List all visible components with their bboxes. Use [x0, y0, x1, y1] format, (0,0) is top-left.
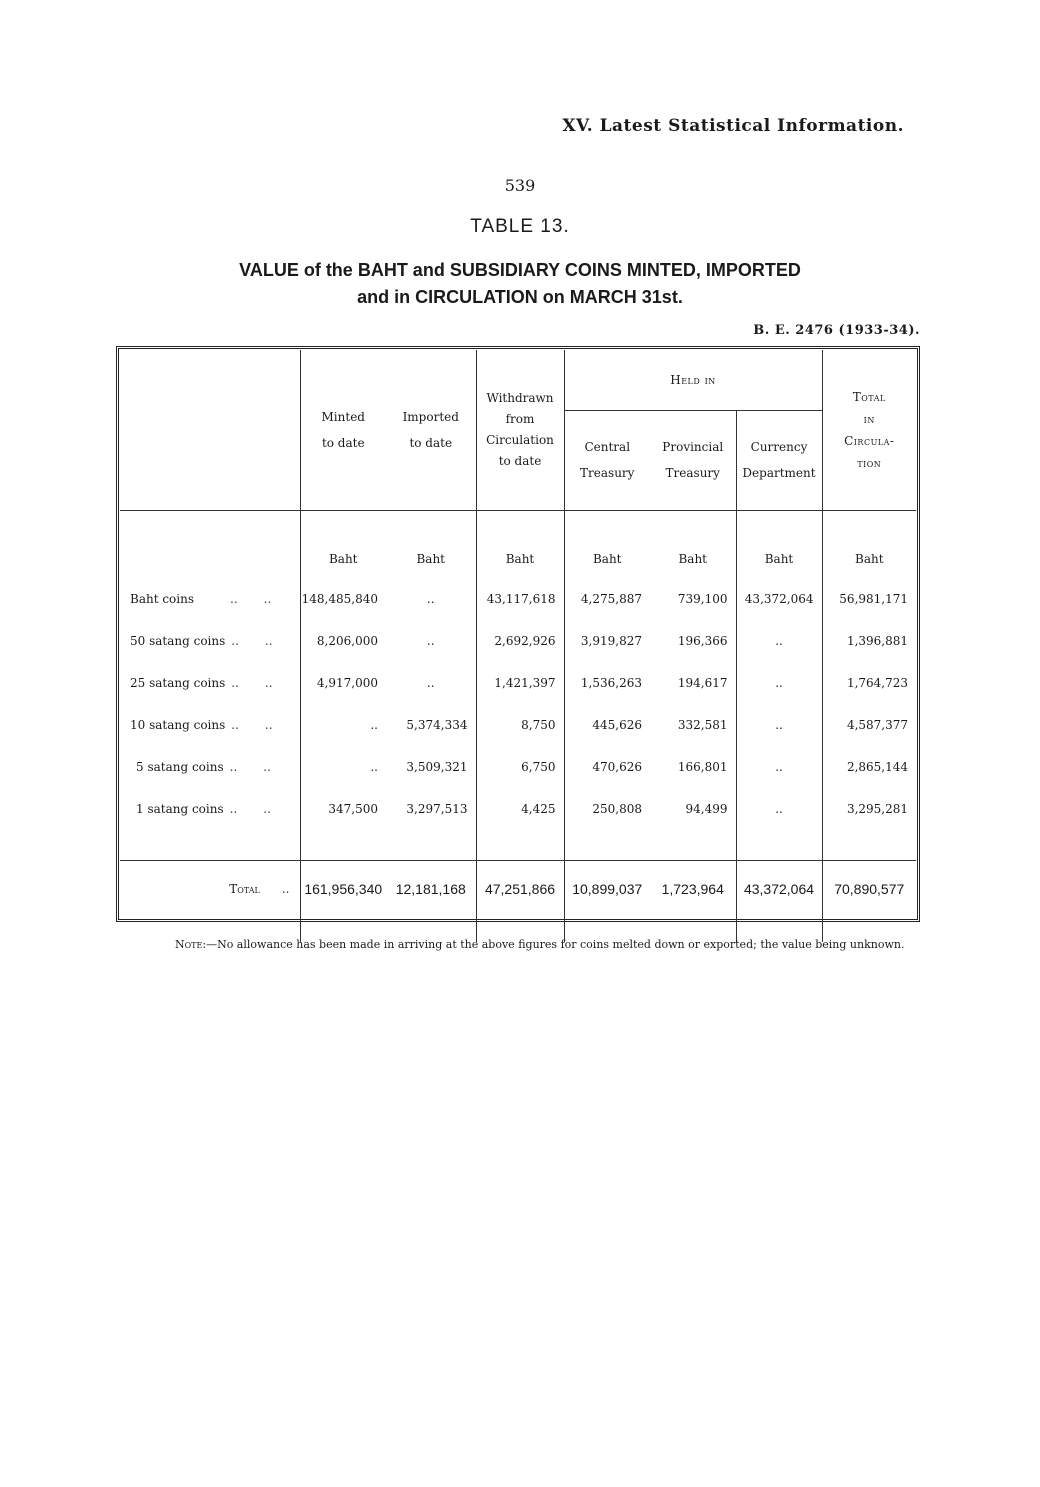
header-withdrawn — [476, 350, 564, 510]
note-label: Note — [175, 938, 203, 951]
cell-withdrawn: 4,425 — [476, 788, 564, 830]
leader-dots: .. — [263, 802, 271, 816]
total-row — [120, 860, 916, 918]
header-total-line-4: tion — [857, 455, 882, 470]
table-row — [120, 620, 916, 662]
cell-total: 2,865,144 — [822, 746, 916, 788]
leader-dots: .. — [263, 592, 272, 606]
row-label — [120, 704, 300, 746]
cell-imported: 5,374,334 — [406, 718, 468, 732]
header-total-line-3: Circula- — [844, 433, 895, 448]
cell-central: 3,919,827 — [564, 620, 650, 662]
header-currency-line-1: Currency — [750, 440, 808, 454]
cell-total: 1,764,723 — [822, 662, 916, 704]
cell-total: 3,295,281 — [822, 788, 916, 830]
cell-currency: .. — [736, 662, 822, 704]
spacer-row — [120, 830, 916, 860]
unit-currency: Baht — [736, 510, 822, 578]
cell-central: 470,626 — [564, 746, 650, 788]
cell-imported: 3,509,321 — [406, 760, 468, 774]
unit-minted: Baht — [300, 510, 386, 578]
cell-withdrawn: 2,692,926 — [476, 620, 564, 662]
note-text: :—No allowance has been made in arriving at the above figures for coins melted down or exported; the value being unknown. — [202, 938, 905, 951]
row-label-text: 50 satang coins — [130, 634, 226, 648]
spacer-cell — [120, 830, 300, 860]
row-label-text: 25 satang coins — [130, 676, 226, 690]
row-label — [120, 578, 300, 620]
total-label-text: Total — [229, 882, 260, 897]
cell-provincial: 166,801 — [677, 760, 728, 774]
table-row — [120, 662, 916, 704]
cell-currency: .. — [736, 746, 822, 788]
header-provincial-line-2: Treasury — [665, 466, 720, 480]
row-label-text: 1 satang coins — [136, 802, 224, 816]
unit-total: Baht — [822, 510, 916, 578]
leader-dots: .. — [281, 882, 290, 897]
coin-statistics-table — [120, 350, 916, 942]
cell-withdrawn: 6,750 — [476, 746, 564, 788]
cell-currency: 43,372,064 — [736, 578, 822, 620]
header-central-treasury — [564, 410, 650, 510]
cell-imported: .. — [426, 592, 435, 606]
cell-imported: .. — [426, 634, 435, 648]
cell-provincial: 194,617 — [677, 676, 728, 690]
header-imported-line-2: to date — [409, 435, 453, 450]
leader-dots: .. — [264, 676, 273, 690]
cell-withdrawn: 8,750 — [476, 704, 564, 746]
leader-dots: .. — [231, 718, 239, 732]
leader-dots: .. — [264, 718, 273, 732]
cell-minted: .. — [300, 746, 386, 788]
row-label — [120, 662, 300, 704]
row-label-text: 10 satang coins — [130, 718, 226, 732]
cell-imported: 3,297,513 — [406, 802, 468, 816]
total-withdrawn: 47,251,866 — [476, 860, 564, 918]
units-blank-cell — [120, 510, 300, 578]
header-withdrawn-line-4: to date — [498, 453, 542, 468]
leader-dots: .. — [263, 760, 271, 774]
leader-dots: .. — [264, 634, 273, 648]
unit-withdrawn: Baht — [476, 510, 564, 578]
header-total-in-circulation — [822, 350, 916, 510]
spacer-cell — [300, 830, 386, 860]
spacer-cell — [650, 830, 736, 860]
table-title — [0, 257, 1040, 311]
total-in-circulation: 70,890,577 — [822, 860, 916, 918]
cell-provincial: 332,581 — [677, 718, 728, 732]
year-label: B. E. 2476 (1933-34). — [753, 323, 920, 338]
header-blank-cell — [120, 350, 300, 510]
total-central: 10,899,037 — [564, 860, 650, 918]
row-label — [120, 788, 300, 830]
cell-central: 250,808 — [564, 788, 650, 830]
cell-minted: 4,917,000 — [300, 662, 386, 704]
unit-central: Baht — [564, 510, 650, 578]
spacer-cell — [476, 830, 564, 860]
spacer-cell — [564, 830, 650, 860]
cell-currency: .. — [736, 704, 822, 746]
total-minted: 161,956,340 — [300, 860, 386, 918]
cell-total: 1,396,881 — [822, 620, 916, 662]
cell-minted: 8,206,000 — [300, 620, 386, 662]
table-title-line-1: VALUE of the BAHT and SUBSIDIARY COINS MINTED, IMPORTED — [239, 260, 801, 280]
cell-provincial: 196,366 — [677, 634, 728, 648]
cell-total: 4,587,377 — [822, 704, 916, 746]
header-minted-line-1: Minted — [321, 409, 365, 424]
unit-provincial: Baht — [678, 552, 708, 566]
spacer-cell — [736, 830, 822, 860]
running-header: XV. Latest Statistical Information. — [562, 116, 904, 136]
total-currency: 43,372,064 — [736, 860, 822, 918]
cell-central: 445,626 — [564, 704, 650, 746]
cell-provincial: 739,100 — [677, 592, 728, 606]
header-currency-line-2: Department — [742, 466, 816, 480]
leader-dots: .. — [231, 676, 239, 690]
cell-minted: 347,500 — [300, 788, 386, 830]
total-row-label — [120, 860, 300, 918]
table-note — [175, 938, 925, 951]
cell-provincial: 94,499 — [685, 802, 728, 816]
leader-dots: .. — [230, 592, 238, 606]
leader-dots: .. — [229, 760, 238, 774]
table-row — [120, 788, 916, 830]
cell-total: 56,981,171 — [822, 578, 916, 620]
header-total-line-2: in — [863, 411, 875, 426]
cell-imported: .. — [426, 676, 435, 690]
header-imported — [386, 350, 476, 510]
header-central-line-2: Treasury — [580, 466, 635, 480]
header-held-in: Held in — [564, 350, 822, 410]
total-imported: 12,181,168 — [395, 881, 466, 898]
table-title-line-2: and in CIRCULATION on MARCH 31st. — [357, 287, 683, 307]
header-total-line-1: Total — [852, 389, 886, 404]
units-row — [120, 510, 916, 578]
cell-withdrawn: 43,117,618 — [476, 578, 564, 620]
cell-minted: 148,485,840 — [300, 578, 386, 620]
unit-imported: Baht — [416, 552, 446, 566]
header-minted — [300, 350, 386, 510]
header-provincial-line-1: Provincial — [662, 440, 724, 454]
header-withdrawn-line-2: from — [505, 411, 535, 426]
header-imported-line-1: Imported — [402, 409, 459, 424]
row-label-text: Baht coins — [130, 592, 195, 606]
spacer-cell — [822, 830, 916, 860]
row-label — [120, 620, 300, 662]
cell-minted: .. — [300, 704, 386, 746]
header-withdrawn-line-3: Circulation — [486, 432, 554, 447]
leader-dots: .. — [231, 634, 239, 648]
leader-dots: .. — [229, 802, 238, 816]
page-number: 539 — [504, 176, 536, 195]
header-minted-line-2: to date — [321, 435, 365, 450]
total-provincial: 1,723,964 — [661, 881, 724, 898]
header-currency-department — [736, 410, 822, 510]
cell-central: 1,536,263 — [564, 662, 650, 704]
cell-central: 4,275,887 — [564, 578, 650, 620]
header-provincial-treasury — [650, 410, 736, 510]
cell-currency: .. — [736, 620, 822, 662]
table-row — [120, 746, 916, 788]
cell-withdrawn: 1,421,397 — [476, 662, 564, 704]
table-row — [120, 578, 916, 620]
header-withdrawn-line-1: Withdrawn — [486, 390, 554, 405]
spacer-cell — [386, 830, 476, 860]
header-central-line-1: Central — [584, 440, 631, 454]
table-row — [120, 704, 916, 746]
table-label: TABLE 13. — [470, 216, 570, 237]
row-label — [120, 746, 300, 788]
header-row-top — [120, 350, 916, 410]
cell-currency: .. — [736, 788, 822, 830]
row-label-text: 5 satang coins — [136, 760, 224, 774]
